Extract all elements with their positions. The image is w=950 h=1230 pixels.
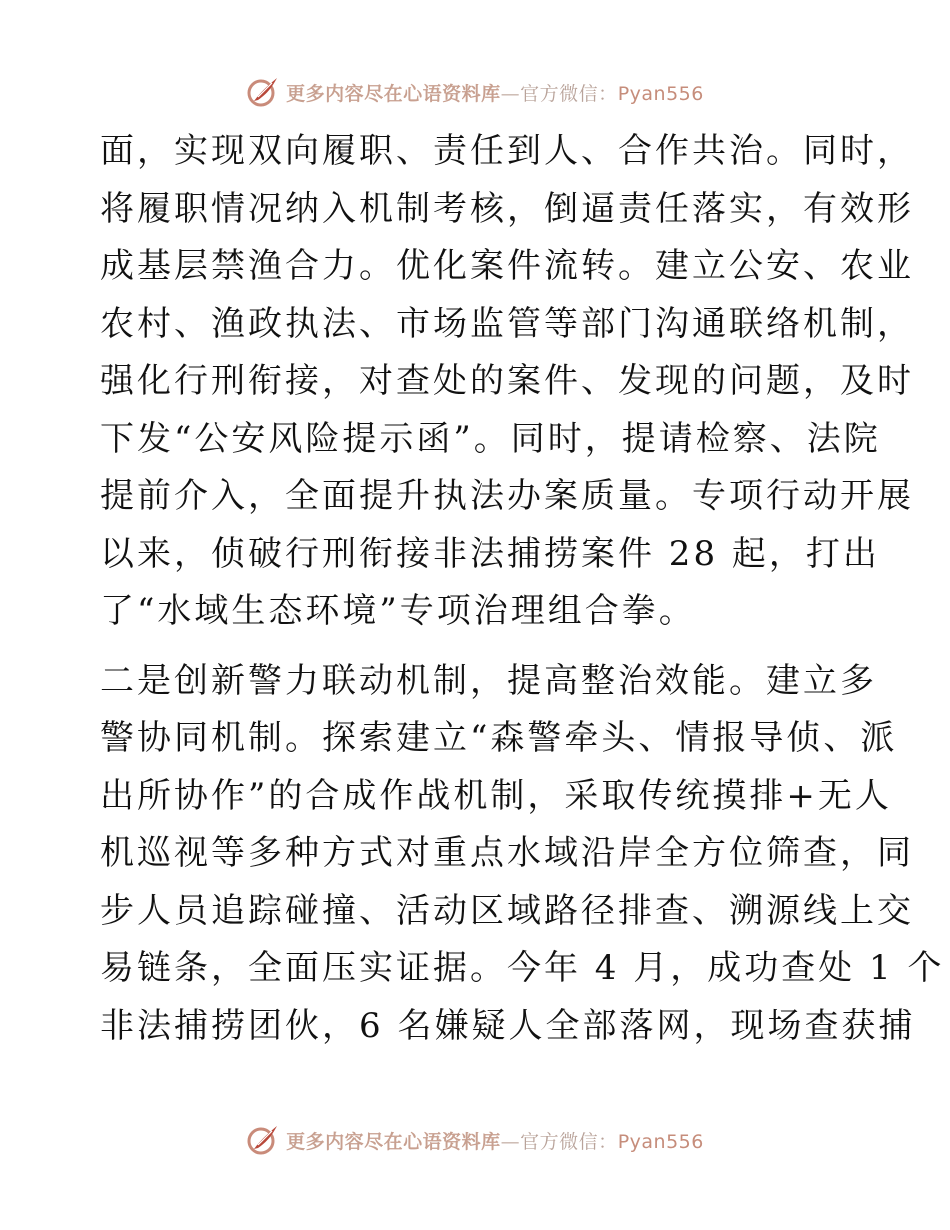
watermark-wechat-label: 官方微信： (520, 1130, 618, 1153)
text-line: 非法捕捞团伙，6 名嫌疑人全部落网，现场查获捕 (100, 1005, 916, 1046)
text-line: 以来，侦破行刑衔接非法捕捞案件 28 起，打出 (100, 533, 880, 574)
text-line: 强化行刑衔接，对查处的案件、发现的问题，及时 (100, 361, 914, 401)
feather-seal-icon (246, 75, 280, 109)
text-line: 易链条，全面压实证据。今年 4 月，成功查处 1 个 (100, 948, 945, 988)
text-line: 下发“公安风险提示函”。同时，提请检察、法院 (100, 418, 881, 459)
watermark-text (286, 1127, 704, 1154)
feather-seal-icon (246, 1123, 280, 1157)
watermark-header (0, 72, 950, 112)
text-line: 步人员追踪碰撞、活动区域路径排查、溯源线上交 (100, 890, 914, 931)
text-line: 农村、渔政执法、市场监管等部门沟通联络机制， (100, 303, 914, 344)
text-line: 将履职情况纳入机制考核，倒逼责任落实，有效形 (100, 188, 914, 229)
paragraph-spacer (100, 641, 860, 653)
paragraph-2 (100, 653, 945, 1056)
watermark-brand: 更多内容尽在心语资料库 (286, 82, 501, 105)
watermark-wechat-id: Pyan556 (617, 1130, 704, 1153)
watermark-text (286, 79, 704, 106)
watermark-brand: 更多内容尽在心语资料库 (286, 1130, 501, 1153)
watermark-separator: — (500, 82, 521, 105)
text-line: 出所协作”的合成作战机制，采取传统摸排+无人 (100, 775, 892, 816)
text-line: 面，实现双向履职、责任到人、合作共治。同时， (100, 131, 914, 171)
watermark-wechat-label: 官方微信： (520, 82, 618, 105)
text-line: 机巡视等多种方式对重点水域沿岸全方位筛查，同 (100, 833, 914, 873)
text-line: 提前介入，全面提升执法办案质量。专项行动开展 (100, 476, 914, 516)
paragraph-1 (100, 123, 914, 641)
text-line: 成基层禁渔合力。优化案件流转。建立公安、农业 (100, 246, 914, 286)
watermark-separator: — (500, 1130, 521, 1153)
document-body (100, 123, 945, 1055)
text-line: 警协同机制。探索建立“森警牵头、情报导侦、派 (100, 718, 898, 758)
text-line: 了“水域生态环境”专项治理组合拳。 (100, 591, 696, 631)
watermark-wechat-id: Pyan556 (617, 82, 704, 105)
watermark-footer (0, 1120, 950, 1160)
text-line: 二是创新警力联动机制，提高整治效能。建立多 (100, 660, 877, 701)
